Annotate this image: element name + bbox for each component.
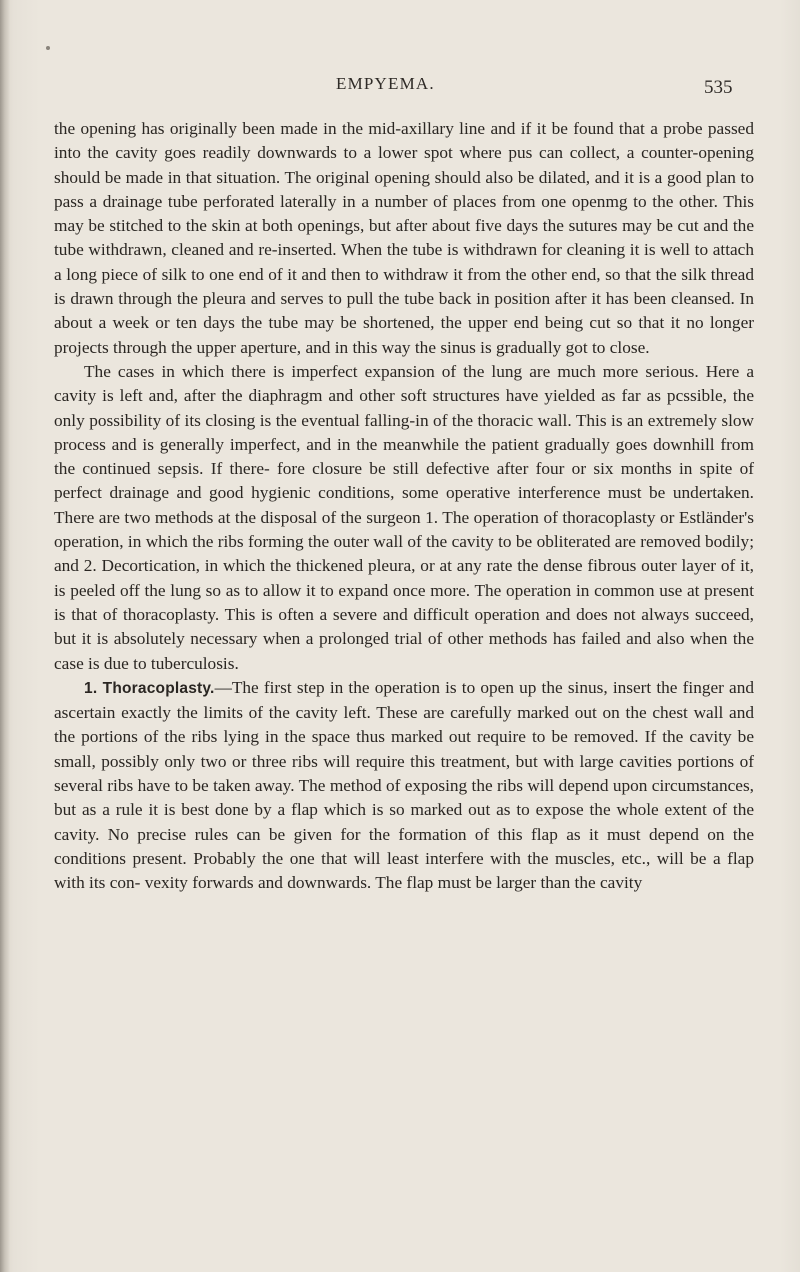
page-header: [0, 58, 800, 98]
page-number: 535: [704, 77, 733, 98]
paragraph-imperfect-expansion: The cases in which there is imperfect expansion of the lung are much more serious. Here a cavity is left and, after the diaphragm and other soft structures have yielded as far as pcssible, the only possibility of its closing is the eventual falling-in of the thoracic wall. This is an extremely slow process and is generally imperfect, and in the meanwhile the patient gradually goes downhill from the continued sepsis. If there- fore closure be still defective after four or six months in spite of perfect drainage and good hygienic conditions, some operative interference must be undertaken. There are two methods at the disposal of the surgeon 1. The operation of thoracoplasty or Estländer's operation, in which the ribs forming the outer wall of the cavity to be obliterated are removed bodily; and 2. Decortication, in which the thickened pleura, or at any rate the dense fibrous outer layer of it, is peeled off the lung so as to allow it to expand once more. The operation in common use at present is that of thoracoplasty. This is often a severe and difficult operation and does not always succeed, but it is absolutely necessary when a prolonged trial of other methods has failed and also when the case is due to tuberculosis.: [54, 361, 754, 673]
paragraph-continuation: the opening has originally been made in the mid-axillary line and if it be found that a probe passed into the cavity goes readily downwards to a lower spot where pus can collect, a counter-opening should be made in that situation. The original opening should also be dilated, and it is a good plan to pass a drainage tube perforated laterally in a number of places from one openmg to the other. This may be stitched to the skin at both openings, but after about five days the sutures may be cut and the tube withdrawn, cleaned and re-inserted. When the tube is withdrawn for cleaning it is well to attach a long piece of silk to one end of it and then to withdraw it from the other end, so that the silk thread is drawn through the pleura and serves to pull the tube back in position after it has been cleansed. In about a week or ten days the tube may be shortened, the upper end being cut so that it no longer projects through the upper aperture, and in this way the sinus is gradually got to close.: [54, 119, 754, 357]
paper-speck: [46, 46, 50, 50]
page-spine-shadow: [0, 0, 10, 1272]
running-head: EMPYEMA.: [336, 74, 435, 93]
paragraph-thoracoplasty-text: —The first step in the operation is to open up the sinus, insert the finger and ascertain exactly the limits of the cavity left. These are carefully marked out on the chest wall and the portions of the ribs lying in the space thus marked out require to be removed. If the cavity be small, possibly only two or three ribs will require this treatment, but with large cavities portions of several ribs have to be taken away. The method of exposing the ribs will depend upon circumstances, but as a rule it is best done by a flap which is so marked out as to expose the whole extent of the cavity. No precise rules can be given for the formation of this flap as it must depend on the conditions present. Probably the one that will least interfere with the muscles, etc., will be a flap with its con- vexity forwards and downwards. The flap must be larger than the cavity: [54, 677, 754, 893]
paragraph-thoracoplasty: [54, 676, 754, 896]
body-text: [54, 117, 754, 896]
section-heading: 1. Thoracoplasty.: [84, 679, 215, 697]
